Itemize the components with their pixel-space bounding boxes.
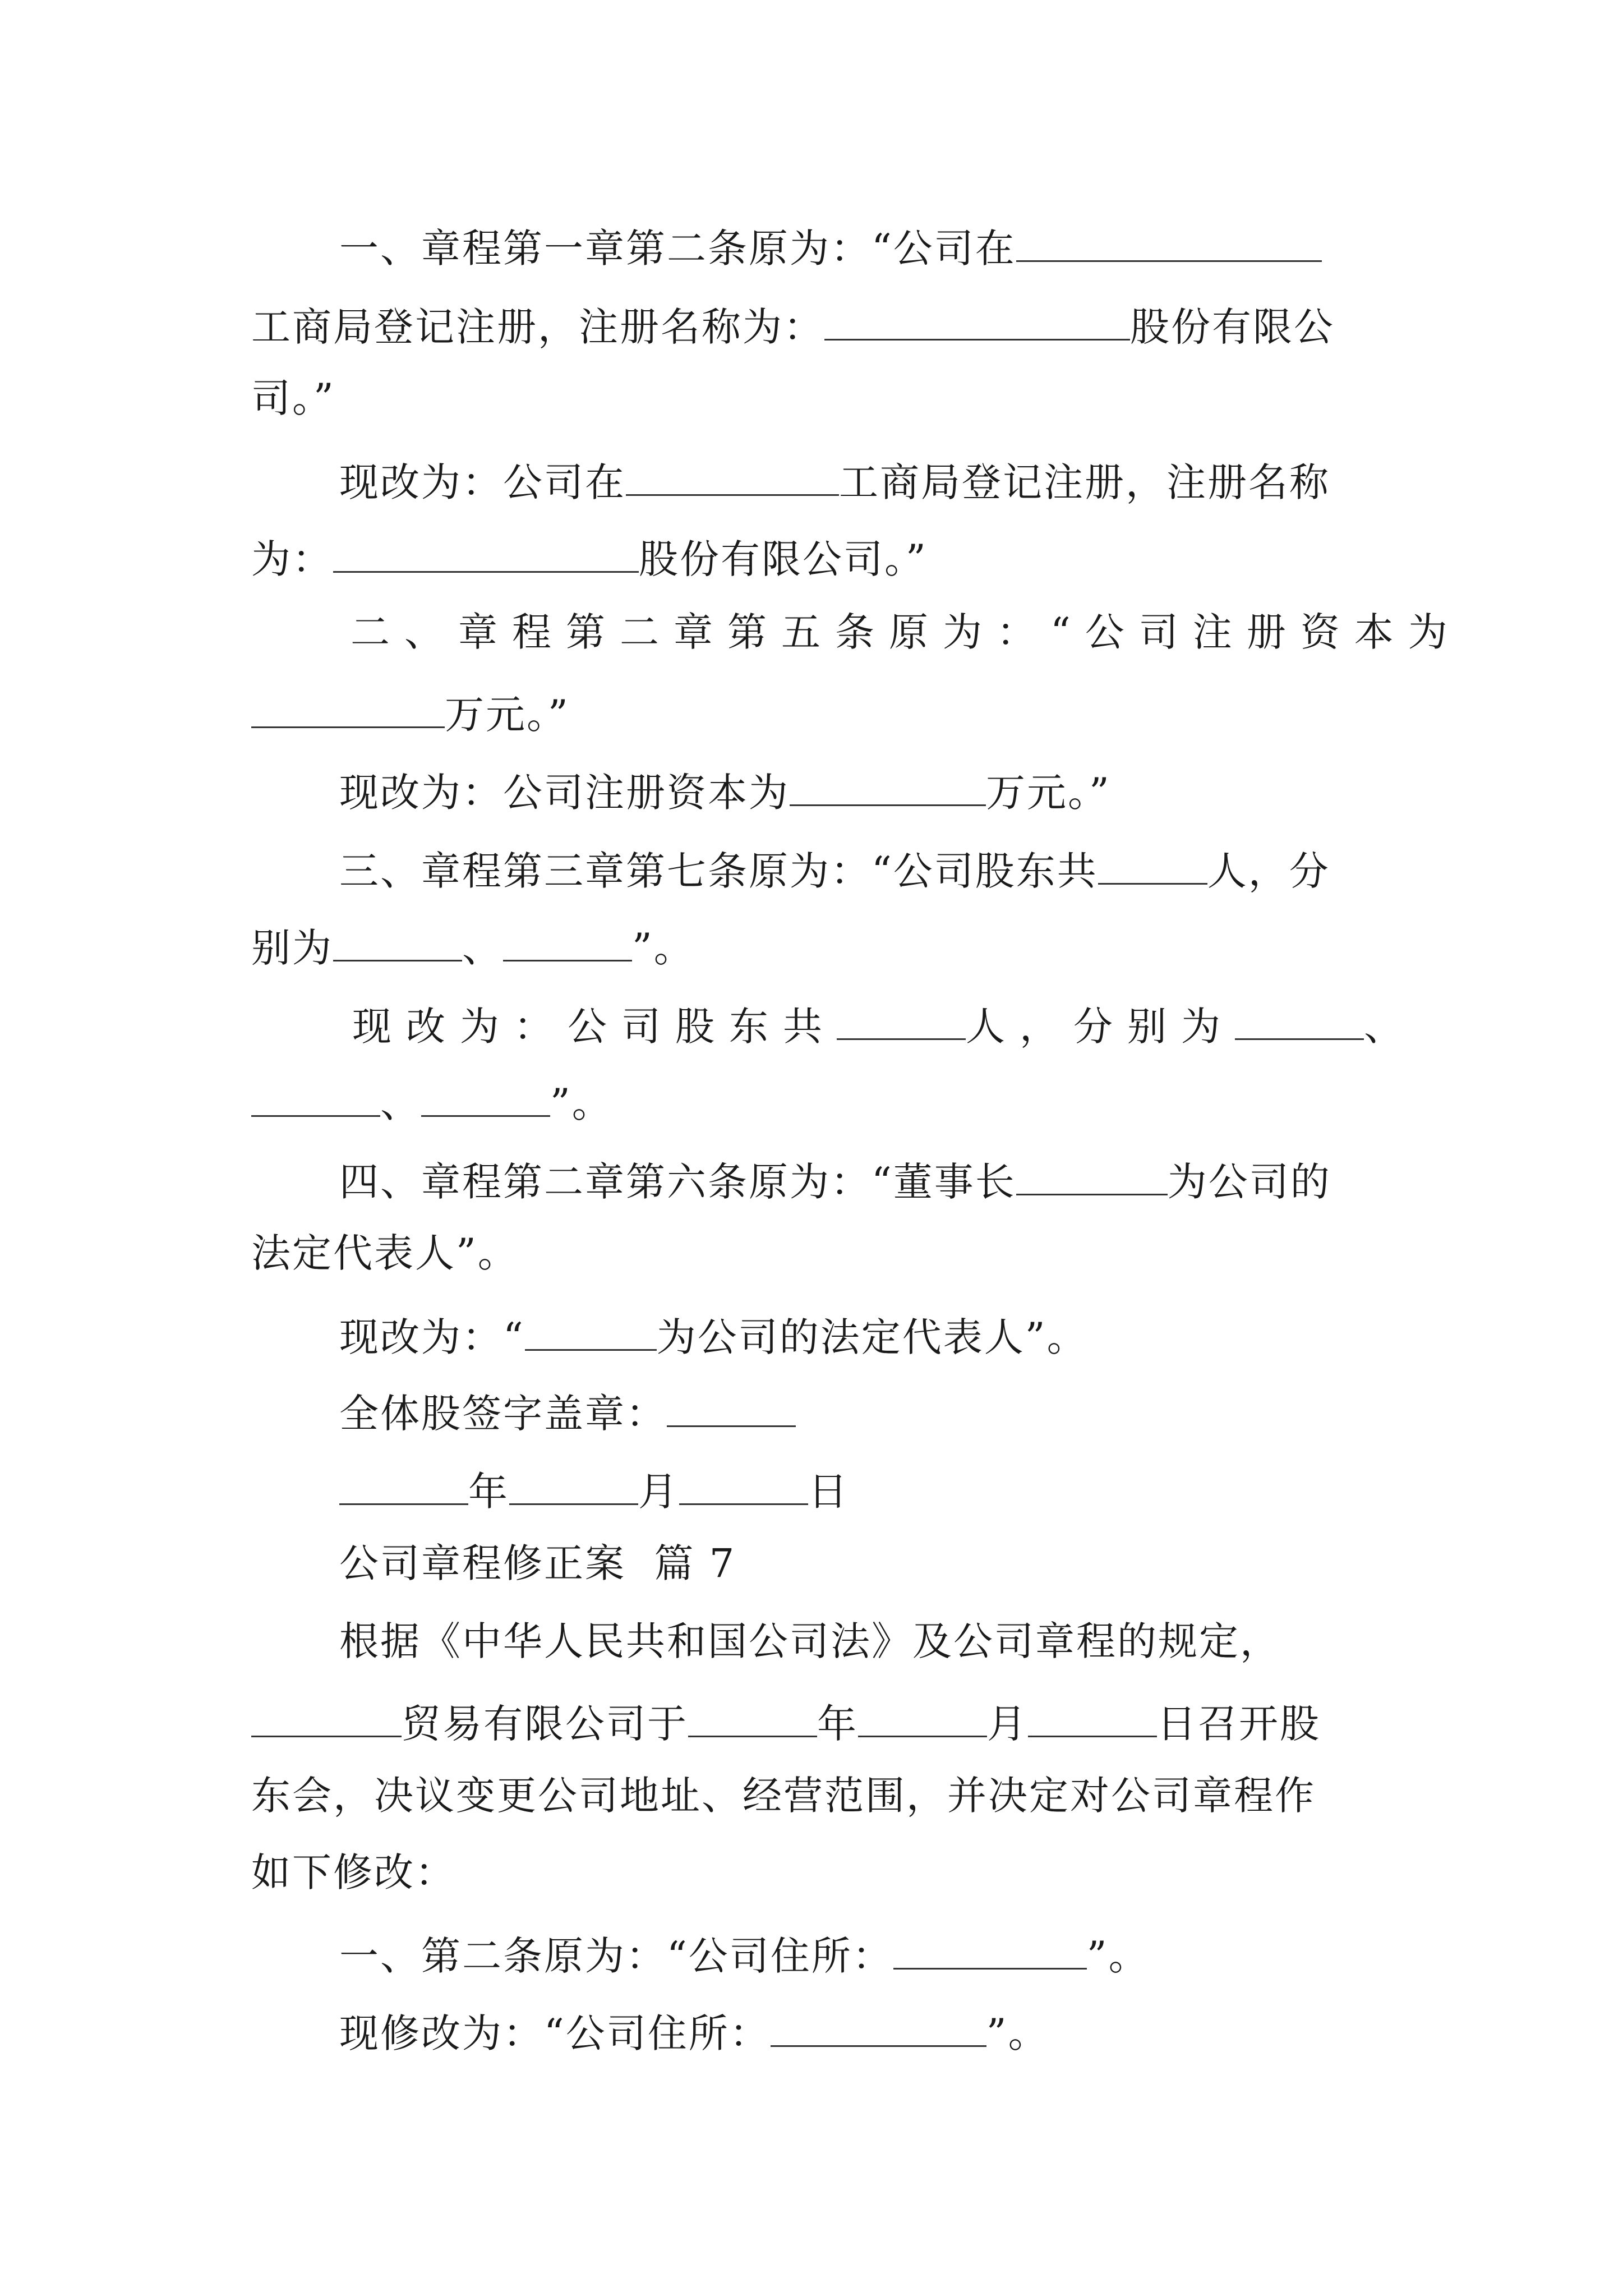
fill-blank: [525, 1312, 657, 1351]
text: ”。: [632, 925, 695, 971]
text: 、: [1364, 1004, 1418, 1050]
text: 为公司的: [1167, 1159, 1331, 1205]
text: 二、章程第二章第五条原为：“公司注册资本为: [351, 609, 1462, 655]
date-line: [339, 1466, 849, 1515]
section-heading: 公司章程修正案 篇 7: [339, 1540, 736, 1586]
fill-blank: [503, 923, 632, 961]
text: 别为: [251, 925, 333, 971]
text: 现修改为：“公司住所：: [339, 2010, 771, 2056]
fill-blank: [251, 1699, 402, 1737]
paragraph-1-line-2: [251, 302, 1335, 350]
paragraph-4-line-1: [339, 767, 1111, 816]
text: 现改为：公司注册资本为: [339, 770, 790, 816]
text: ”。: [1086, 1933, 1150, 1979]
fill-blank: [1016, 1157, 1168, 1195]
fill-blank: [837, 1001, 966, 1040]
fill-blank: [858, 1699, 987, 1737]
text: 现改为：“: [339, 1314, 525, 1360]
text: 为：: [251, 536, 333, 582]
paragraph-7-line-2: [251, 1230, 519, 1276]
text: 东会，决议变更公司地址、经营范围，并决定对公司章程作: [251, 1773, 1316, 1819]
paragraph-2-line-2: [251, 534, 928, 582]
paragraph-3-line-1: [351, 609, 1462, 655]
text: 万元。”: [445, 692, 570, 738]
text: 、: [380, 1080, 421, 1126]
fill-blank: [1016, 223, 1322, 262]
day-blank: [679, 1466, 808, 1505]
text: 股份有限公: [1130, 304, 1335, 350]
text: 月: [987, 1701, 1028, 1747]
paragraph-1-line-3: [251, 375, 335, 421]
text: 人，分别为: [966, 1004, 1235, 1050]
fill-blank: [626, 457, 839, 496]
text: 根据《中华人民共和国公司法》及公司章程的规定，: [339, 1618, 1281, 1664]
text: 三、章程第三章第七条原为：“公司股东共: [339, 848, 1098, 894]
paragraph-11-line-1: [339, 1618, 1281, 1664]
text: 工商局登记注册，注册名称为：: [251, 304, 824, 350]
fill-blank: [333, 923, 462, 961]
text: 日召开股: [1157, 1701, 1321, 1747]
year-label: 年: [468, 1469, 509, 1515]
paragraph-7-line-1: [339, 1157, 1331, 1205]
text: 为公司的法定代表人”。: [656, 1314, 1088, 1360]
fill-blank: [1098, 846, 1207, 885]
fill-blank: [251, 1078, 380, 1117]
paragraph-1-line-1: [339, 223, 1322, 272]
text: 万元。”: [986, 770, 1111, 816]
fill-blank: [421, 1078, 550, 1117]
fill-blank: [824, 302, 1130, 341]
paragraph-6-line-2: [251, 1078, 613, 1126]
fill-blank: [771, 2008, 986, 2047]
text: 人，分: [1207, 848, 1330, 894]
text: 一、章程第一章第二条原为：“公司在: [339, 226, 1016, 272]
fill-blank: [333, 534, 639, 573]
paragraph-2-line-1: [339, 457, 1330, 505]
paragraph-5-line-2: [251, 923, 695, 971]
paragraph-11-line-4: [251, 1849, 456, 1895]
paragraph-13-line-1: [339, 2008, 1049, 2056]
paragraph-6-line-1: [352, 1001, 1418, 1050]
fill-blank: [893, 1931, 1087, 1970]
fill-blank: [251, 689, 445, 728]
day-label: 日: [808, 1469, 849, 1515]
fill-blank: [1235, 1001, 1364, 1040]
text: 工商局登记注册，注册名称: [839, 459, 1330, 505]
month-blank: [509, 1466, 638, 1505]
text: 股份有限公司。”: [639, 536, 928, 582]
paragraph-5-line-1: [339, 846, 1330, 894]
text: 贸易有限公司于: [402, 1701, 688, 1747]
text: 司。”: [251, 375, 335, 421]
text: 一、第二条原为：“公司住所：: [339, 1933, 893, 1979]
paragraph-12-line-1: [339, 1931, 1150, 1979]
paragraph-11-line-2: [251, 1699, 1321, 1747]
text: 、: [462, 925, 503, 971]
paragraph-11-line-3: [251, 1773, 1316, 1819]
paragraph-8-line-1: [339, 1312, 1088, 1360]
text: ”。: [550, 1080, 613, 1126]
fill-blank: [1028, 1699, 1157, 1737]
signature-blank: [667, 1388, 796, 1427]
text: 年: [817, 1701, 858, 1747]
fill-blank: [688, 1699, 817, 1737]
text: 四、章程第二章第六条原为：“董事长: [339, 1159, 1016, 1205]
text: ”。: [986, 2010, 1049, 2056]
signature-line: [339, 1388, 796, 1437]
text: 现改为：公司股东共: [352, 1004, 837, 1050]
text: 如下修改：: [251, 1849, 456, 1895]
text: 现改为：公司在: [339, 459, 626, 505]
paragraph-3-line-2: [251, 689, 570, 738]
text: 法定代表人”。: [251, 1230, 519, 1276]
month-label: 月: [638, 1469, 679, 1515]
text: 全体股签字盖章：: [339, 1391, 667, 1437]
fill-blank: [790, 767, 986, 806]
year-blank: [339, 1466, 468, 1505]
